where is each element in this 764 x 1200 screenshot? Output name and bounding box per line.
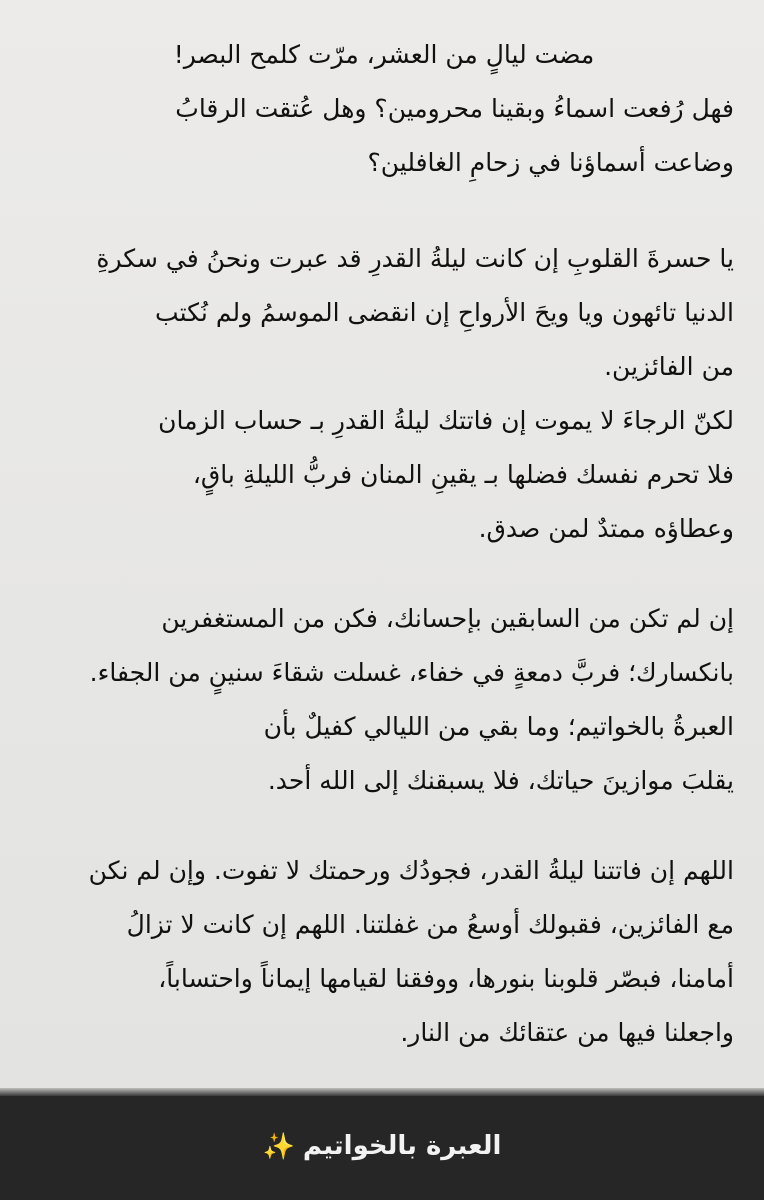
sparkles-icon: ✨: [262, 1131, 295, 1162]
text-line: من الفائزين.: [604, 352, 734, 381]
story-caption: [0, 1126, 764, 1167]
text-line: الدنيا تائهون ويا ويحَ الأرواحِ إن انقضى الموسمُ ولم نُكتب: [155, 298, 734, 327]
text-line: فهل رُفعت اسماءُ وبقينا محرومين؟ وهل عُتقت الرقابُ: [175, 94, 734, 123]
text-line: أمامنا، فبصّر قلوبنا بنورها، ووفقنا لقيامها إيماناً واحتساباً،: [158, 964, 734, 993]
paragraph-4: [34, 844, 734, 1060]
text-line: واجعلنا فيها من عتقائك من النار.: [400, 1018, 734, 1047]
text-line: إن لم تكن من السابقين بإحسانك، فكن من المستغفرين: [161, 604, 734, 633]
paragraph-2: [34, 232, 734, 556]
text-line: مضت ليالٍ من العشر، مرّت كلمح البصر!: [173, 40, 595, 69]
text-line: العبرةُ بالخواتيم؛ وما بقي من الليالي كفيلٌ بأن: [263, 712, 734, 741]
text-line: اللهم إن فاتتنا ليلةُ القدر، فجودُك ورحمتك لا تفوت. وإن لم نكن: [88, 856, 734, 885]
paper-edge: [0, 1088, 764, 1096]
text-line: وضاعت أسماؤنا في زحامِ الغافلين؟: [367, 148, 734, 177]
caption-text: العبرة بالخواتيم: [302, 1131, 502, 1161]
text-line: مع الفائزين، فقبولك أوسعُ من غفلتنا. اللهم إن كانت لا تزالُ: [126, 910, 734, 939]
text-line: بانكسارك؛ فربَّ دمعةٍ في خفاء، غسلت شقاءَ سنينٍ من الجفاء.: [89, 658, 734, 687]
text-line: يقلبَ موازينَ حياتك، فلا يسبقنك إلى الله أحد.: [267, 766, 734, 795]
text-line: لكنّ الرجاءَ لا يموت إن فاتتك ليلةُ القدرِ بـ حساب الزمان: [158, 406, 734, 435]
paragraph-1: [34, 28, 734, 190]
text-line: فلا تحرم نفسك فضلها بـ يقينِ المنان فربُّ الليلةِ باقٍ،: [192, 460, 734, 489]
text-line: وعطاؤه ممتدٌ لمن صدق.: [478, 514, 734, 543]
paragraph-3: [34, 592, 734, 808]
text-line: يا حسرةَ القلوبِ إن كانت ليلةُ القدرِ قد عبرت ونحنُ في سكرةِ: [96, 244, 734, 273]
